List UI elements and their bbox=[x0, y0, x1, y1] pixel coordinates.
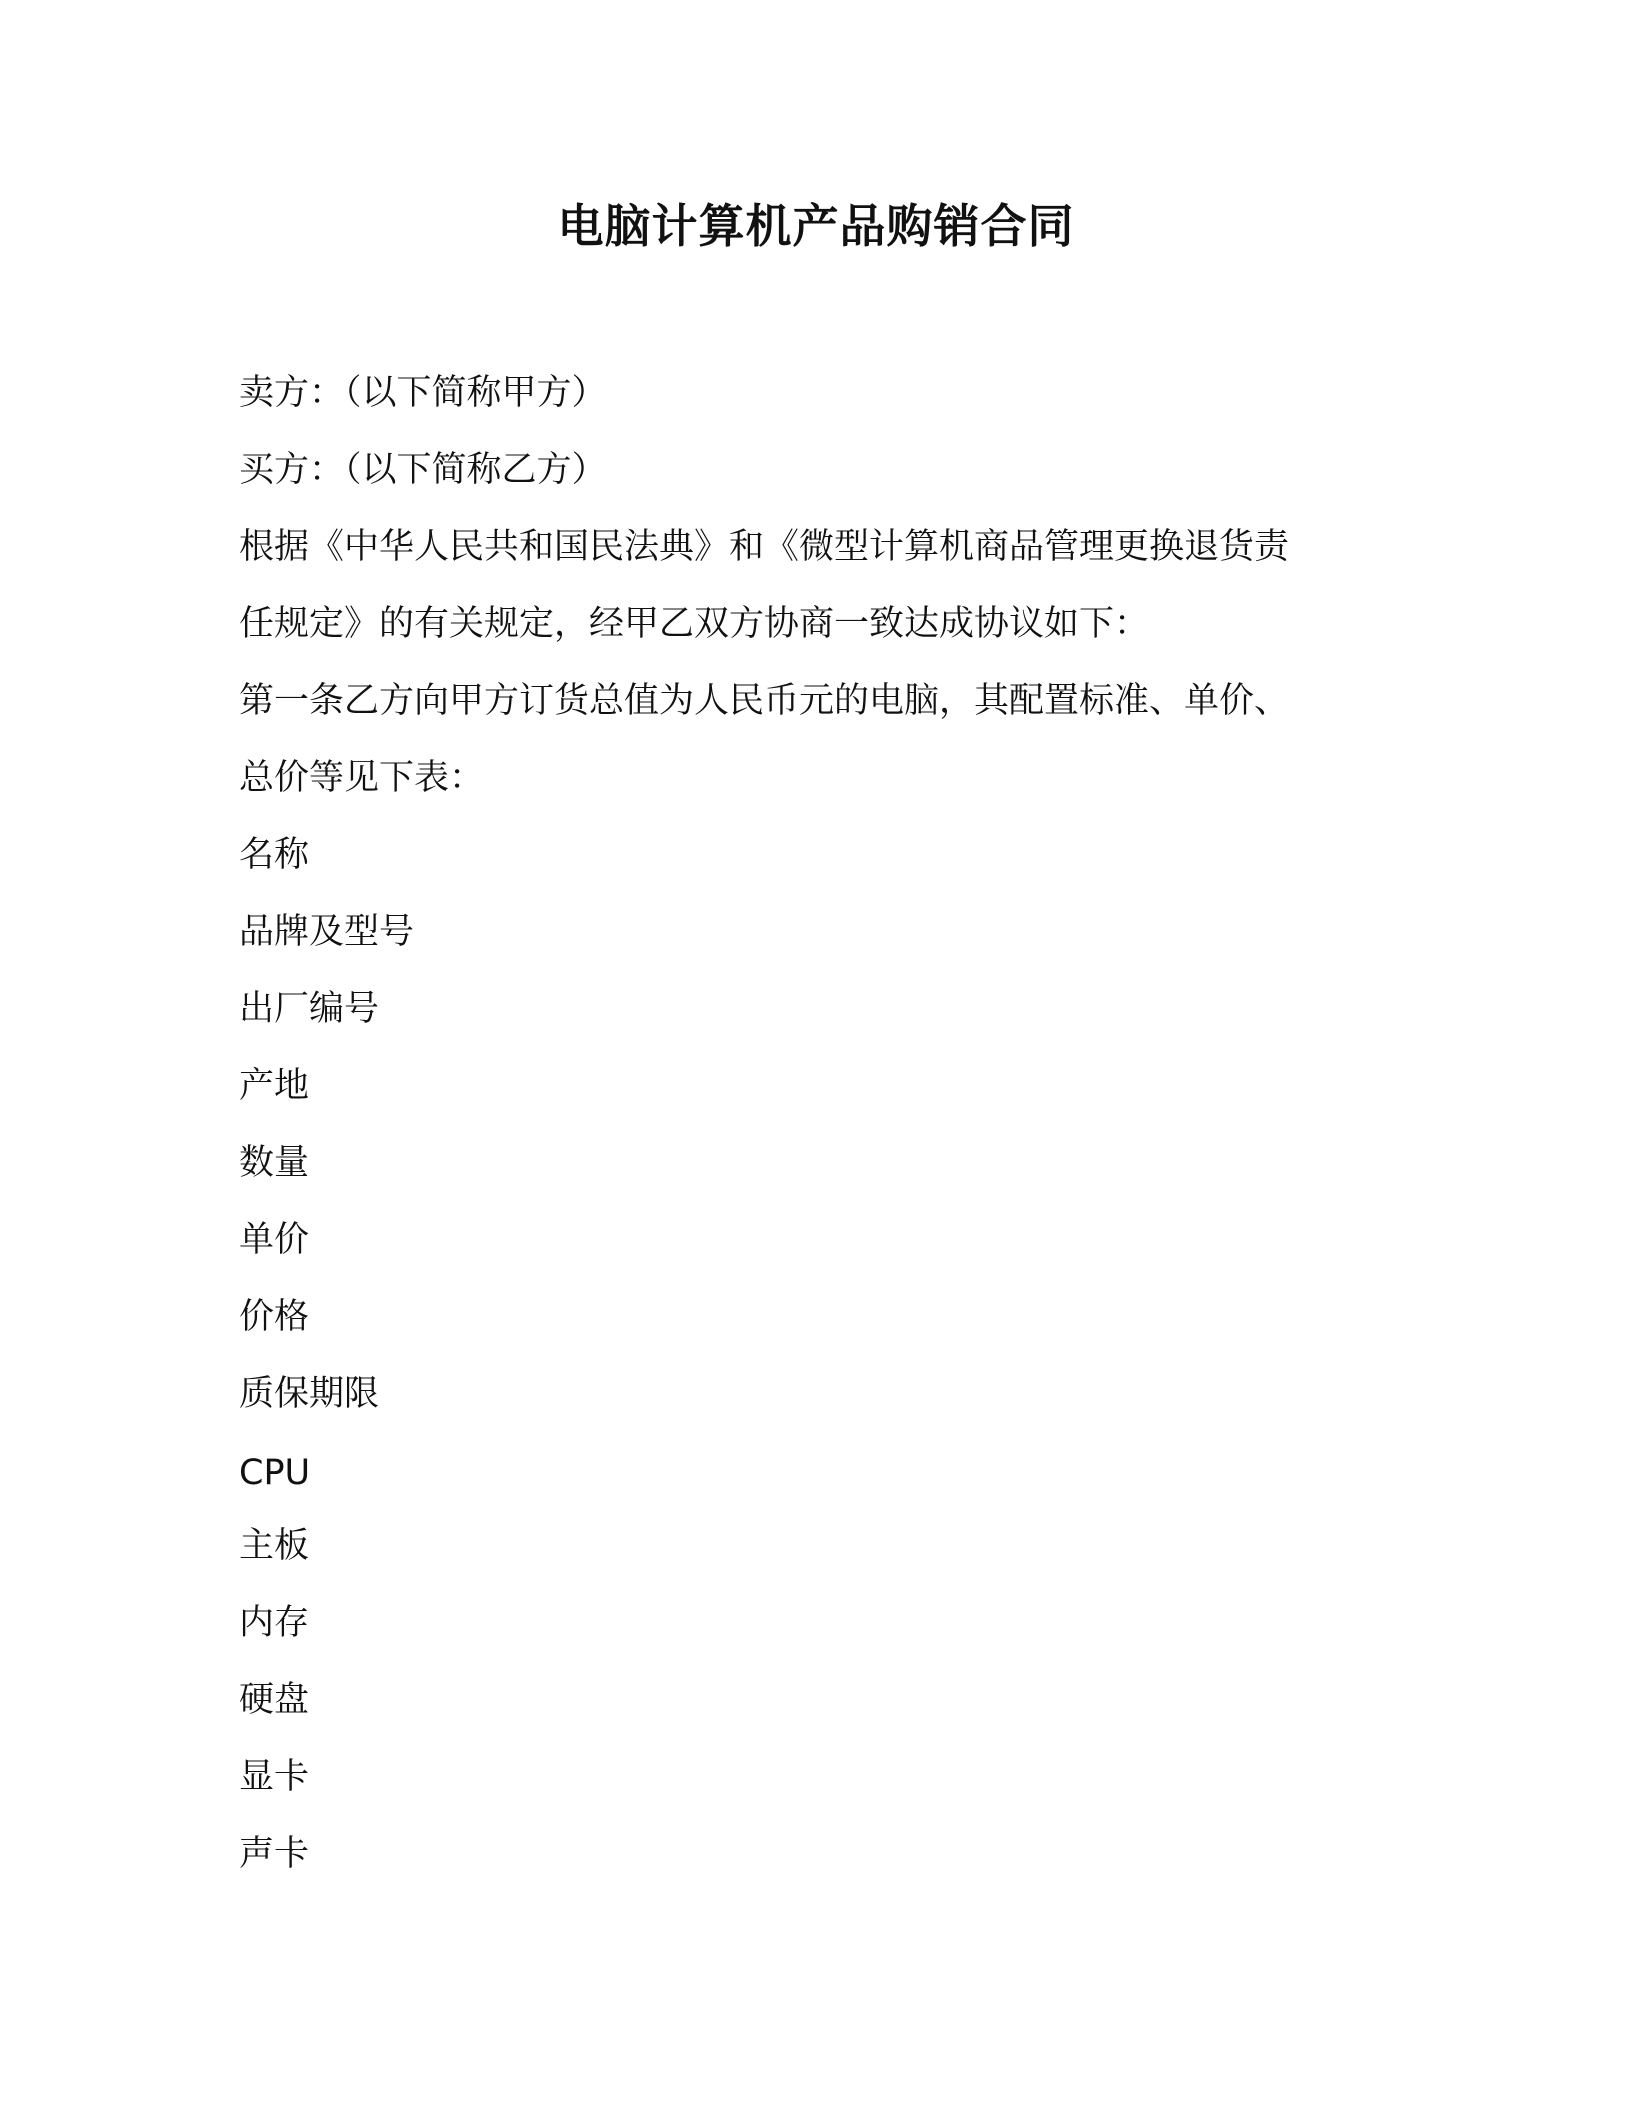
intro-line-1: 根据《中华人民共和国民法典》和《微型计算机商品管理更换退货责 bbox=[239, 527, 1290, 567]
list-item-sound-card: 声卡 bbox=[239, 1834, 310, 1874]
list-item-brand-model: 品牌及型号 bbox=[239, 912, 415, 952]
article1-line-2: 总价等见下表： bbox=[239, 758, 485, 798]
list-item-hard-disk: 硬盘 bbox=[239, 1680, 310, 1720]
list-item-memory: 内存 bbox=[239, 1603, 310, 1643]
list-item-quantity: 数量 bbox=[239, 1143, 310, 1183]
buyer-line: 买方：（以下简称乙方） bbox=[239, 450, 607, 490]
list-item-price: 价格 bbox=[239, 1297, 310, 1337]
list-item-motherboard: 主板 bbox=[239, 1526, 310, 1566]
intro-line-2: 任规定》的有关规定，经甲乙双方协商一致达成协议如下： bbox=[239, 604, 1150, 644]
list-item-warranty-period: 质保期限 bbox=[239, 1374, 380, 1414]
list-item-serial-number: 出厂编号 bbox=[239, 989, 380, 1029]
seller-line: 卖方：（以下简称甲方） bbox=[239, 373, 607, 413]
list-item-graphics-card: 显卡 bbox=[239, 1757, 310, 1797]
list-item-cpu: CPU bbox=[239, 1453, 311, 1493]
document-title: 电脑计算机产品购销合同 bbox=[557, 199, 1075, 253]
list-item-name: 名称 bbox=[239, 835, 310, 875]
list-item-origin: 产地 bbox=[239, 1066, 310, 1106]
article1-line-1: 第一条乙方向甲方订货总值为人民币元的电脑，其配置标准、单价、 bbox=[239, 681, 1290, 721]
list-item-unit-price: 单价 bbox=[239, 1220, 310, 1260]
